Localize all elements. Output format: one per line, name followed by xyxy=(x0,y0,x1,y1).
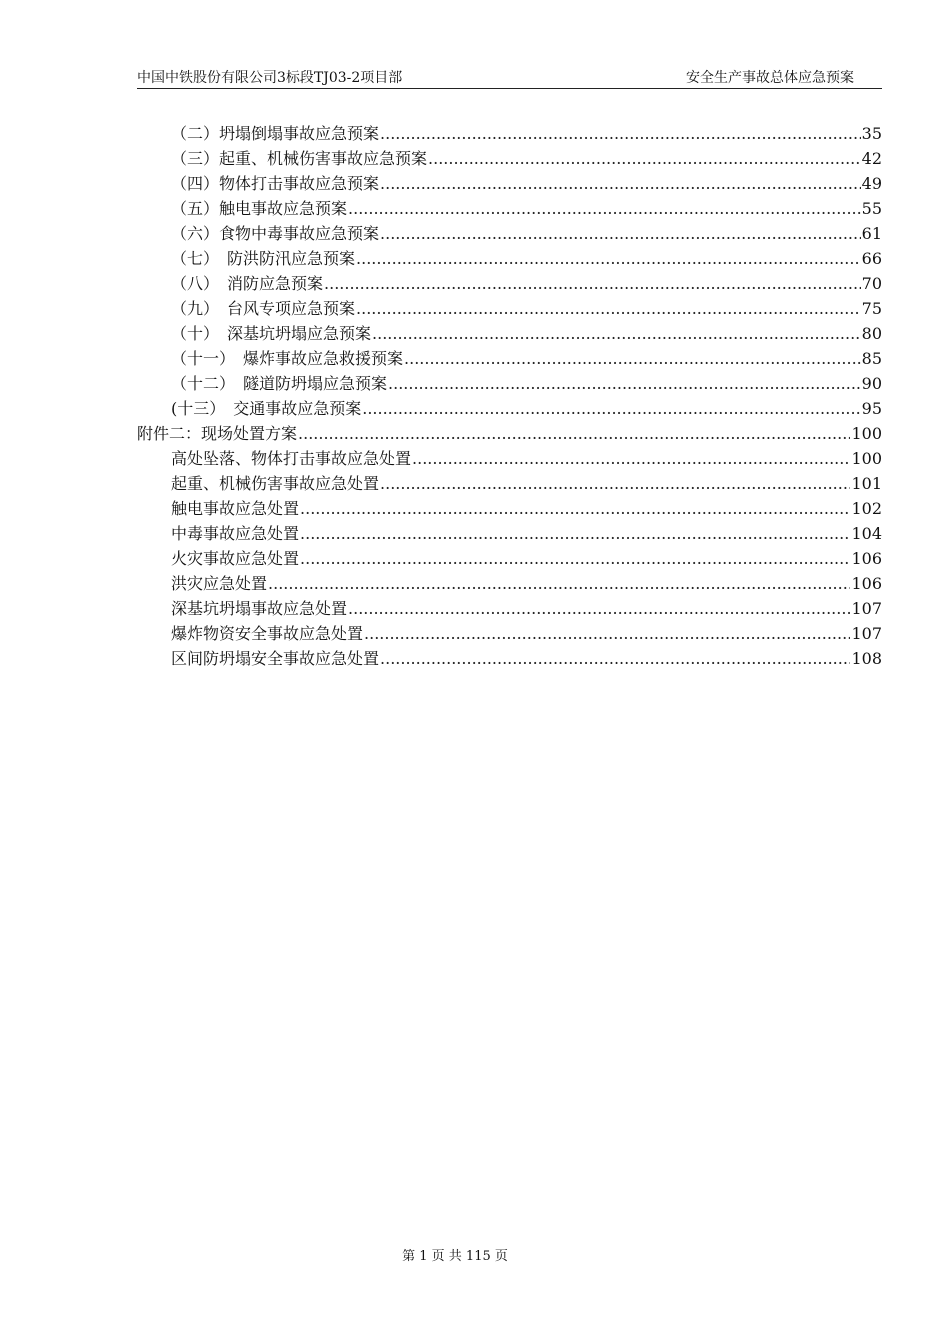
toc-dot-leader xyxy=(380,646,850,671)
toc-page-number: 85 xyxy=(861,349,882,368)
toc-entry-title: (十三） 交通事故应急预案 xyxy=(171,399,362,418)
toc-page-number: 66 xyxy=(861,249,882,268)
toc-page-number: 90 xyxy=(861,374,882,393)
toc-dot-leader xyxy=(388,371,861,396)
table-of-contents xyxy=(137,121,882,671)
toc-dot-leader xyxy=(364,621,850,646)
page-header xyxy=(137,68,882,89)
toc-dot-leader xyxy=(428,146,861,171)
toc-dot-leader xyxy=(380,171,861,196)
toc-page-number: 80 xyxy=(861,324,882,343)
toc-page-number: 55 xyxy=(861,199,882,218)
toc-page-number: 101 xyxy=(851,474,882,493)
toc-dot-leader xyxy=(268,571,850,596)
toc-dot-leader xyxy=(362,396,860,421)
toc-entry-title: （四）物体打击事故应急预案 xyxy=(171,174,380,193)
toc-page-number: 42 xyxy=(861,149,882,168)
toc-entry-title: （九） 台风专项应急预案 xyxy=(171,299,356,318)
toc-entry[interactable] xyxy=(137,596,882,621)
toc-entry[interactable] xyxy=(137,321,882,346)
toc-entry[interactable] xyxy=(137,646,882,671)
toc-entry-title: （十） 深基坑坍塌应急预案 xyxy=(171,324,372,343)
toc-entry-title: （六）食物中毒事故应急预案 xyxy=(171,224,380,243)
toc-dot-leader xyxy=(404,346,861,371)
toc-page-number: 107 xyxy=(851,624,882,643)
toc-entry[interactable] xyxy=(137,296,882,321)
toc-page-number: 104 xyxy=(851,524,882,543)
toc-entry-title: （十一） 爆炸事故应急救援预案 xyxy=(171,349,404,368)
toc-page-number: 106 xyxy=(851,549,882,568)
toc-entry-section[interactable] xyxy=(137,421,882,446)
toc-entry[interactable] xyxy=(137,521,882,546)
toc-dot-leader xyxy=(300,546,850,571)
toc-entry-title: 洪灾应急处置 xyxy=(171,574,268,593)
toc-dot-leader xyxy=(298,421,850,446)
toc-page-number: 100 xyxy=(851,424,882,443)
toc-entry-title: 触电事故应急处置 xyxy=(171,499,300,518)
toc-entry-title: （十二） 隧道防坍塌应急预案 xyxy=(171,374,388,393)
toc-page-number: 61 xyxy=(861,224,882,243)
toc-entry[interactable] xyxy=(137,371,882,396)
toc-dot-leader xyxy=(380,471,850,496)
toc-page-number: 100 xyxy=(851,449,882,468)
toc-dot-leader xyxy=(300,521,850,546)
toc-page-number: 95 xyxy=(861,399,882,418)
toc-page-number: 49 xyxy=(861,174,882,193)
toc-page-number: 108 xyxy=(851,649,882,668)
toc-entry[interactable] xyxy=(137,221,882,246)
toc-entry-title: （八） 消防应急预案 xyxy=(171,274,324,293)
toc-entry[interactable] xyxy=(137,346,882,371)
toc-entry[interactable] xyxy=(137,271,882,296)
toc-entry-title: （二）坍塌倒塌事故应急预案 xyxy=(171,124,380,143)
toc-entry[interactable] xyxy=(137,196,882,221)
toc-dot-leader xyxy=(372,321,861,346)
toc-entry-title: 区间防坍塌安全事故应急处置 xyxy=(171,649,380,668)
toc-dot-leader xyxy=(324,271,861,296)
toc-dot-leader xyxy=(380,121,861,146)
toc-dot-leader xyxy=(356,246,861,271)
toc-dot-leader xyxy=(412,446,850,471)
header-company: 中国中铁股份有限公司3标段TJ03-2项目部 xyxy=(137,70,403,86)
toc-entry[interactable] xyxy=(137,496,882,521)
toc-entry-title: 中毒事故应急处置 xyxy=(171,524,300,543)
header-document-title: 安全生产事故总体应急预案 xyxy=(686,70,854,86)
toc-dot-leader xyxy=(380,221,861,246)
toc-page-number: 35 xyxy=(861,124,882,143)
toc-entry-title: 爆炸物资安全事故应急处置 xyxy=(171,624,364,643)
toc-page-number: 102 xyxy=(851,499,882,518)
toc-entry-title: （五）触电事故应急预案 xyxy=(171,199,348,218)
toc-page-number: 107 xyxy=(851,599,882,618)
toc-entry[interactable] xyxy=(137,146,882,171)
toc-entry[interactable] xyxy=(137,121,882,146)
toc-entry-title: 附件二：现场处置方案 xyxy=(137,424,298,443)
page-footer xyxy=(0,1248,910,1266)
toc-entry[interactable] xyxy=(137,571,882,596)
toc-entry[interactable] xyxy=(137,246,882,271)
page-number-footer: 第 1 页 共 115 页 xyxy=(402,1249,508,1264)
toc-entry[interactable] xyxy=(137,171,882,196)
toc-entry[interactable] xyxy=(137,621,882,646)
toc-entry-title: （七） 防洪防汛应急预案 xyxy=(171,249,356,268)
toc-entry-title: 高处坠落、物体打击事故应急处置 xyxy=(171,449,412,468)
toc-entry[interactable] xyxy=(137,546,882,571)
toc-dot-leader xyxy=(300,496,850,521)
toc-entry-title: 深基坑坍塌事故应急处置 xyxy=(171,599,348,618)
toc-dot-leader xyxy=(348,596,850,621)
toc-entry[interactable] xyxy=(137,446,882,471)
toc-entry-title: 火灾事故应急处置 xyxy=(171,549,300,568)
toc-entry[interactable] xyxy=(137,471,882,496)
toc-page-number: 106 xyxy=(851,574,882,593)
toc-entry[interactable] xyxy=(137,396,882,421)
toc-entry-title: 起重、机械伤害事故应急处置 xyxy=(171,474,380,493)
toc-page-number: 75 xyxy=(861,299,882,318)
toc-dot-leader xyxy=(356,296,861,321)
toc-dot-leader xyxy=(348,196,861,221)
toc-page-number: 70 xyxy=(861,274,882,293)
toc-entry-title: （三）起重、机械伤害事故应急预案 xyxy=(171,149,428,168)
